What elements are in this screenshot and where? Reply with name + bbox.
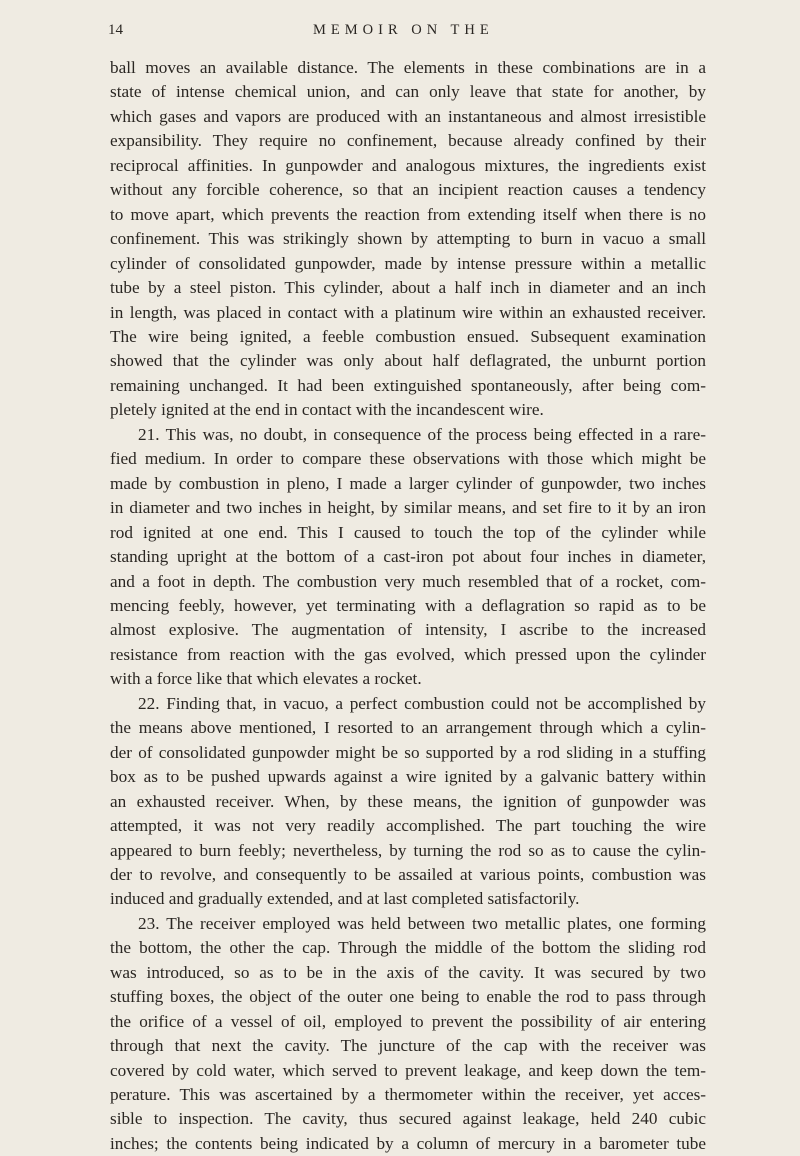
page-header (108, 22, 708, 44)
text-line: showed that the cylinder was only about half deflagrated, the unburnt portion (110, 351, 706, 371)
text-line: reciprocal affinities. In gunpowder and analogous mixtures, the ingredients exist (110, 155, 706, 175)
text-line: and a foot in depth. The combustion very much resembled that of a rocket, com- (110, 571, 706, 591)
text-line: was introduced, so as to be in the axis of the cavity. It was secured by two (110, 962, 706, 982)
text-line: induced and gradually extended, and at last completed satisfactorily. (110, 889, 580, 909)
running-head: MEMOIR ON THE (313, 22, 494, 38)
body-text (110, 56, 706, 1156)
text-line: 21. This was, no doubt, in consequence of the process being effected in a rare- (138, 424, 706, 444)
text-line: confinement. This was strikingly shown by attempting to burn in vacuo a small (110, 229, 706, 249)
text-line: box as to be pushed upwards against a wire ignited by a galvanic battery within (110, 767, 706, 787)
text-line: tube by a steel piston. This cylinder, about a half inch in diameter and an inch (110, 278, 706, 298)
text-line: sible to inspection. The cavity, thus secured against leakage, held 240 cubic (110, 1109, 706, 1129)
text-line: ball moves an available distance. The elements in these combinations are in a (110, 58, 706, 77)
text-line: The wire being ignited, a feeble combustion ensued. Subsequent examination (110, 326, 706, 346)
text-line: made by combustion in pleno, I made a larger cylinder of gunpowder, two inches (110, 473, 706, 493)
text-line: 22. Finding that, in vacuo, a perfect combustion could not be accomplished by (138, 693, 706, 713)
text-line: the bottom, the other the cap. Through the middle of the bottom the sliding rod (110, 938, 706, 958)
text-line: der to revolve, and consequently to be assailed at various points, combustion was (110, 864, 706, 884)
page-number: 14 (108, 22, 123, 38)
text-line: pletely ignited at the end in contact with the incandescent wire. (110, 400, 544, 420)
text-line: the means above mentioned, I resorted to an arrangement through which a cylin- (110, 718, 706, 738)
text-line: rod ignited at one end. This I caused to touch the top of the cylinder while (110, 522, 706, 542)
text-line: with a force like that which elevates a rocket. (110, 669, 422, 689)
text-line: in length, was placed in contact with a platinum wire within an exhausted receiver. (110, 302, 706, 322)
text-line: almost explosive. The augmentation of intensity, I ascribe to the increased (110, 620, 706, 640)
text-line: covered by cold water, which served to prevent leakage, and keep down the tem- (110, 1060, 706, 1080)
text-line: perature. This was ascertained by a thermometer within the receiver, yet acces- (110, 1085, 706, 1105)
text-line: stuffing boxes, the object of the outer one being to enable the rod to pass through (110, 987, 706, 1007)
text-line: which gases and vapors are produced with an instantaneous and almost irresistible (110, 106, 706, 126)
text-line: remaining unchanged. It had been extinguished spontaneously, after being com- (110, 375, 706, 395)
text-line: through that next the cavity. The juncture of the cap with the receiver was (110, 1036, 706, 1056)
text-line: state of intense chemical union, and can only leave that state for another, by (110, 82, 706, 102)
text-line: resistance from reaction with the gas evolved, which pressed upon the cylinder (110, 644, 706, 664)
text-line: an exhausted receiver. When, by these means, the ignition of gunpowder was (110, 791, 706, 811)
text-line: attempted, it was not very readily accomplished. The part touching the wire (110, 816, 706, 836)
text-line: appeared to burn feebly; nevertheless, by turning the rod so as to cause the cylin- (110, 840, 706, 860)
text-line: without any forcible coherence, so that an incipient reaction causes a tendency (110, 180, 706, 200)
text-line: expansibility. They require no confinement, because already confined by their (110, 131, 706, 151)
text-line: in diameter and two inches in height, by similar means, and set fire to it by an iron (110, 498, 706, 518)
text-line: cylinder of consolidated gunpowder, made by intense pressure within a metallic (110, 253, 706, 273)
text-line: der of consolidated gunpowder might be so supported by a rod sliding in a stuffing (110, 742, 706, 762)
text-line: 23. The receiver employed was held between two metallic plates, one forming (138, 913, 706, 933)
text-line: to move apart, which prevents the reaction from extending itself when there is no (110, 204, 706, 224)
text-line: standing upright at the bottom of a cast-iron pot about four inches in diameter, (110, 547, 706, 567)
text-line: fied medium. In order to compare these observations with those which might be (110, 449, 706, 469)
text-line: the orifice of a vessel of oil, employed to prevent the possibility of air entering (110, 1011, 706, 1031)
text-line: mencing feebly, however, yet terminating with a deflagration so rapid as to be (110, 595, 706, 615)
text-line: inches; the contents being indicated by a column of mercury in a barometer tube (110, 1133, 706, 1153)
